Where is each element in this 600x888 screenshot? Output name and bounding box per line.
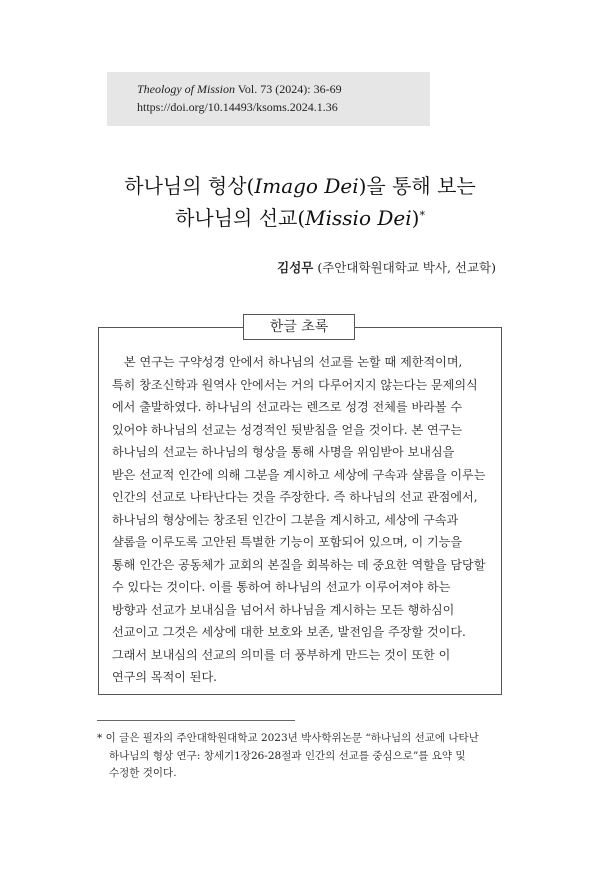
paper-title-line-1 xyxy=(0,172,600,200)
journal-doi[interactable]: https://doi.org/10.14493/ksoms.2024.1.36 xyxy=(137,100,338,114)
footnote-line xyxy=(97,730,507,748)
title-text: ) xyxy=(411,206,420,230)
title-latin-term: Imago Dei xyxy=(254,174,359,198)
footnote-mark: * xyxy=(97,732,103,744)
abstract-line: 인간의 선교로 나타난다는 것을 주장한다. 즉 하나님의 선교 관점에서, xyxy=(112,490,478,504)
author-affiliation: (주안대학원대학교 박사, 선교학) xyxy=(317,260,496,275)
author-name: 김성무 xyxy=(277,260,314,275)
title-latin-term: Missio Dei xyxy=(305,206,412,230)
footnote-line: 하나님의 형상 연구: 창세기1장26-28절과 인간의 선교를 중심으로”를 요약 및 xyxy=(109,749,466,762)
abstract-body xyxy=(112,351,488,689)
abstract-line: 수 있다는 것이다. 이를 통하여 하나님의 선교가 이루어져야 하는 xyxy=(112,580,451,594)
journal-info-box xyxy=(107,72,430,126)
title-text: )을 통해 보는 xyxy=(358,174,476,198)
abstract-line: 방향과 선교가 보내심을 넘어서 하나님을 계시하는 모든 행하심이 xyxy=(112,602,455,617)
footnote-divider xyxy=(97,720,295,721)
journal-name: Theology of Mission xyxy=(137,82,235,96)
abstract-line: 특히 창조신학과 원역사 안에서는 거의 다루어지지 않는다는 문제의식 xyxy=(112,377,478,392)
abstract-line: 선교이고 그것은 세상에 대한 보호와 보존, 발전임을 주장할 것이다. xyxy=(112,625,466,639)
abstract-line: 받은 선교적 인간에 의해 그분을 계시하고 세상에 구속과 샬롬을 이루는 xyxy=(112,467,486,482)
abstract-line: 그래서 보내심의 선교의 의미를 더 풍부하게 만드는 것이 또한 이 xyxy=(112,647,451,662)
journal-citation-line xyxy=(137,80,430,98)
abstract-line: 연구의 목적이 된다. xyxy=(112,670,217,684)
abstract-line: 하나님의 형상에는 창조된 인간이 그분을 계시하고, 세상에 구속과 xyxy=(112,512,459,527)
abstract-line: 하나님의 선교는 하나님의 형상을 통해 사명을 위임받아 보내심을 xyxy=(112,445,455,459)
title-text: 하나님의 선교( xyxy=(175,206,306,230)
footnote-line: 수정한 것이다. xyxy=(109,767,177,779)
abstract-line: 본 연구는 구약성경 안에서 하나님의 선교를 논할 때 제한적이며, xyxy=(124,355,463,369)
abstract-line: 있어야 하나님의 선교는 성경적인 뒷받침을 얻을 것이다. 본 연구는 xyxy=(112,422,463,437)
footnote xyxy=(97,730,507,783)
journal-volume: Vol. 73 (2024): 36-69 xyxy=(237,82,342,96)
paper-title-line-2 xyxy=(0,204,600,232)
abstract-line: 에서 출발하였다. 하나님의 선교라는 렌즈로 성경 전체를 바라볼 수 xyxy=(112,400,463,414)
title-text: 하나님의 형상( xyxy=(124,174,255,198)
author-line xyxy=(277,258,496,276)
abstract-line: 샬롬을 이루도록 고안된 특별한 기능이 포함되어 있으며, 이 기능을 xyxy=(112,535,463,549)
abstract-line: 통해 인간은 공동체가 교회의 본질을 회복하는 데 중요한 역할을 담당할 xyxy=(112,557,486,572)
footnote-text: 이 글은 필자의 주안대학원대학교 2023년 박사학위논문 “하나님의 선교에 나타난 xyxy=(105,732,479,744)
abstract-heading: 한글 초록 xyxy=(243,314,355,340)
title-footnote-mark[interactable]: * xyxy=(419,209,425,222)
